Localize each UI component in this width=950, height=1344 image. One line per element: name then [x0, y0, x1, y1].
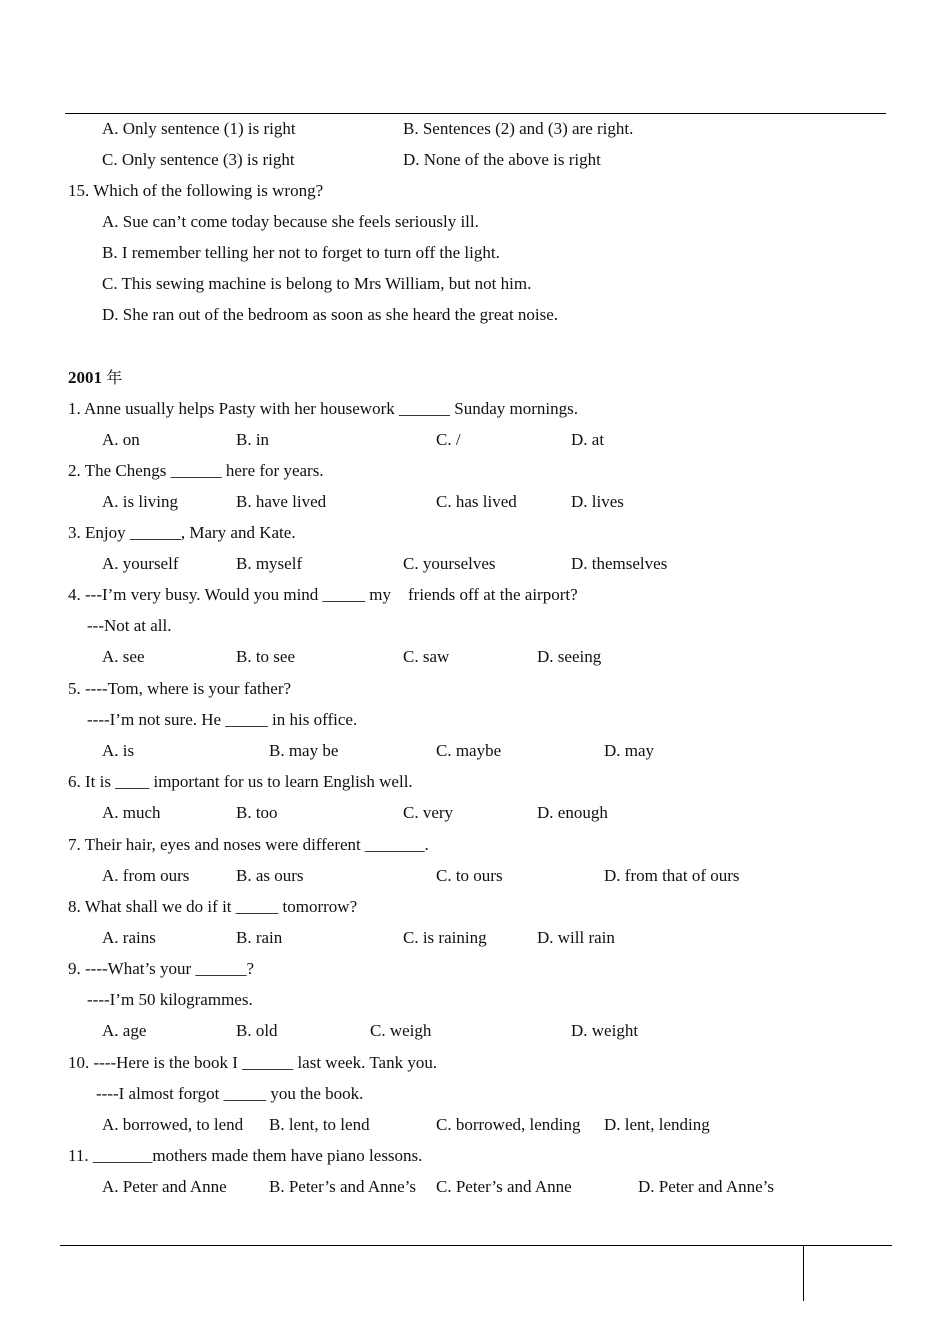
question-8-option-d: D. will rain	[537, 928, 615, 947]
question-1-option-a: A. on	[102, 430, 140, 449]
prev-option-c: C. Only sentence (3) is right	[102, 150, 295, 169]
question-1-option-d: D. at	[571, 430, 605, 449]
question-11-option-c: C. Peter’s and Anne	[436, 1177, 572, 1196]
prev-option-a: A. Only sentence (1) is right	[102, 119, 296, 138]
question-3-option-d: D. themselves	[571, 554, 668, 573]
question-2-stem: 2. The Chengs ______ here for years.	[68, 461, 324, 480]
question-9-option-b: B. old	[236, 1021, 278, 1040]
question-9-option-c: C. weigh	[370, 1021, 432, 1040]
question-3-option-a: A. yourself	[102, 554, 179, 573]
q15-option-d: D. She ran out of the bedroom as soon as she heard the great noise.	[102, 305, 559, 324]
question-5-stem-reply: ----I’m not sure. He _____ in his office.	[87, 710, 358, 729]
question-7-option-d: D. from that of ours	[604, 866, 740, 885]
question-6-stem: 6. It is ____ important for us to learn English well.	[68, 772, 413, 791]
question-2-option-b: B. have lived	[236, 492, 327, 511]
question-8-option-b: B. rain	[236, 928, 283, 947]
question-10-stem: 10. ----Here is the book I ______ last week. Tank you.	[68, 1053, 438, 1072]
question-11-option-a: A. Peter and Anne	[102, 1177, 227, 1196]
question-9-stem: 9. ----What’s your ______?	[68, 959, 255, 978]
q15-option-c: C. This sewing machine is belong to Mrs William, but not him.	[102, 274, 532, 293]
question-5-option-b: B. may be	[269, 741, 339, 760]
question-10-option-d: D. lent, lending	[604, 1115, 710, 1134]
q15-option-b: B. I remember telling her not to forget to turn off the light.	[102, 243, 500, 262]
question-5-option-c: C. maybe	[436, 741, 502, 760]
section-heading	[68, 367, 122, 389]
footer-divider	[803, 1245, 804, 1301]
question-9-option-d: D. weight	[571, 1021, 639, 1040]
header-rule	[65, 113, 886, 114]
question-7-stem: 7. Their hair, eyes and noses were different _______.	[68, 835, 429, 854]
prev-option-b: B. Sentences (2) and (3) are right.	[403, 119, 634, 138]
question-6-option-d: D. enough	[537, 803, 608, 822]
section-year-suffix: 年	[106, 368, 123, 387]
question-2-option-d: D. lives	[571, 492, 624, 511]
question-4-option-d: D. seeing	[537, 647, 602, 666]
question-9-stem-reply: ----I’m 50 kilogrammes.	[87, 990, 253, 1009]
question-7-option-b: B. as ours	[236, 866, 304, 885]
question-3-option-b: B. myself	[236, 554, 303, 573]
question-6-option-a: A. much	[102, 803, 161, 822]
question-8-option-a: A. rains	[102, 928, 156, 947]
question-1-option-b: B. in	[236, 430, 270, 449]
question-1-stem: 1. Anne usually helps Pasty with her housework ______ Sunday mornings.	[68, 399, 578, 418]
question-4-option-b: B. to see	[236, 647, 296, 666]
question-5-option-a: A. is	[102, 741, 135, 760]
question-5-stem: 5. ----Tom, where is your father?	[68, 679, 292, 698]
question-11-option-d: D. Peter and Anne’s	[638, 1177, 774, 1196]
question-7-option-c: C. to ours	[436, 866, 503, 885]
question-10-option-c: C. borrowed, lending	[436, 1115, 581, 1134]
section-year: 2001	[68, 368, 102, 387]
question-3-option-c: C. yourselves	[403, 554, 496, 573]
question-5-option-d: D. may	[604, 741, 655, 760]
question-7-option-a: A. from ours	[102, 866, 190, 885]
question-6-option-c: C. very	[403, 803, 454, 822]
question-4-stem: 4. ---I’m very busy. Would you mind _____ my friends off at the airport?	[68, 585, 578, 604]
q15-stem: 15. Which of the following is wrong?	[68, 181, 324, 200]
question-2-option-c: C. has lived	[436, 492, 517, 511]
question-4-option-a: A. see	[102, 647, 145, 666]
question-3-stem: 3. Enjoy ______, Mary and Kate.	[68, 523, 296, 542]
question-8-stem: 8. What shall we do if it _____ tomorrow?	[68, 897, 358, 916]
question-1-option-c: C. /	[436, 430, 461, 449]
question-4-option-c: C. saw	[403, 647, 450, 666]
question-6-option-b: B. too	[236, 803, 278, 822]
question-10-stem-reply: ----I almost forgot _____ you the book.	[96, 1084, 364, 1103]
q15-option-a: A. Sue can’t come today because she feels seriously ill.	[102, 212, 479, 231]
question-8-option-c: C. is raining	[403, 928, 487, 947]
question-10-option-a: A. borrowed, to lend	[102, 1115, 244, 1134]
prev-option-d: D. None of the above is right	[403, 150, 601, 169]
question-11-option-b: B. Peter’s and Anne’s	[269, 1177, 417, 1196]
question-11-stem: 11. _______mothers made them have piano lessons.	[68, 1146, 423, 1165]
footer-rule	[60, 1245, 892, 1246]
question-9-option-a: A. age	[102, 1021, 147, 1040]
question-10-option-b: B. lent, to lend	[269, 1115, 370, 1134]
question-4-stem-reply: ---Not at all.	[87, 616, 172, 635]
question-2-option-a: A. is living	[102, 492, 179, 511]
